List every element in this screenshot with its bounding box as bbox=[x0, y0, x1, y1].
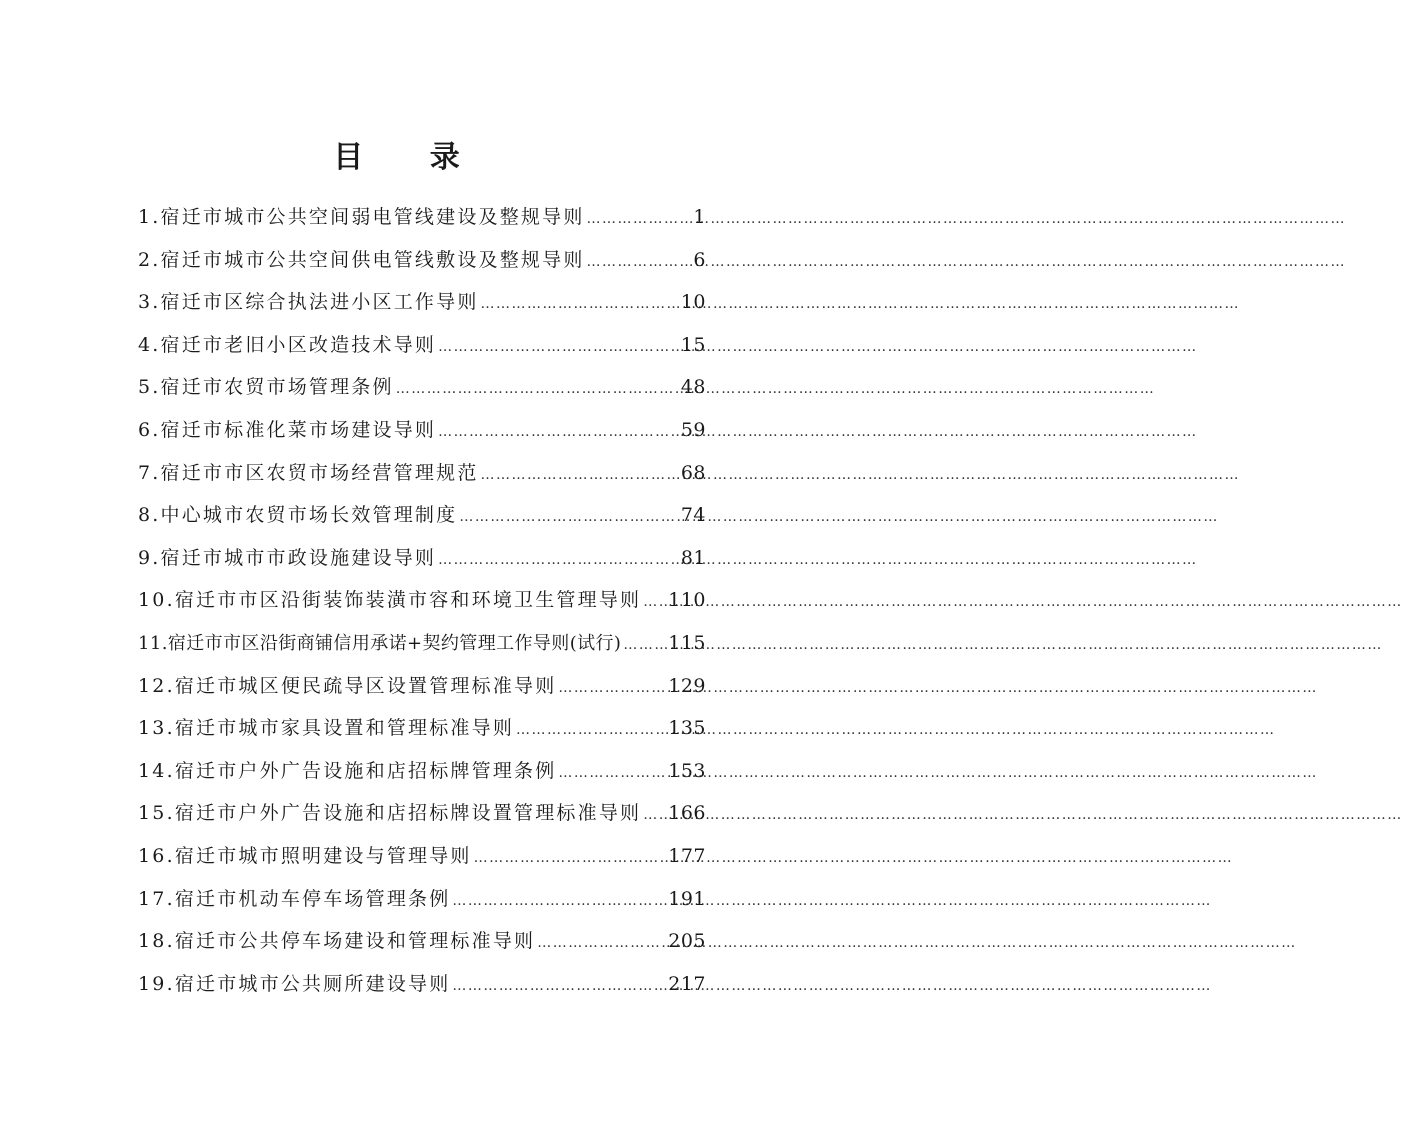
toc-entry-title: 7.宿迁市市区农贸市场经营管理规范 bbox=[138, 461, 479, 484]
toc-entry[interactable] bbox=[138, 239, 706, 282]
toc-entry-page: 68 bbox=[680, 461, 706, 484]
toc-entry-title: 9.宿迁市城市市政设施建设导则 bbox=[138, 546, 437, 569]
toc-entry-title: 12.宿迁市城区便民疏导区设置管理标准导则 bbox=[138, 674, 557, 697]
toc-title: 目 录 bbox=[333, 140, 488, 175]
toc-entry-title: 4.宿迁市老旧小区改造技术导则 bbox=[138, 333, 437, 356]
dot-leader bbox=[438, 539, 679, 582]
toc-entry[interactable] bbox=[138, 707, 706, 750]
toc-entry-title: 19.宿迁市城市公共厕所建设导则 bbox=[138, 972, 451, 995]
toc-entry[interactable] bbox=[138, 366, 706, 409]
toc-entry[interactable] bbox=[138, 579, 706, 622]
toc-entry[interactable] bbox=[138, 281, 706, 324]
toc-entry[interactable] bbox=[138, 409, 706, 452]
toc-entry-page: 129 bbox=[668, 674, 706, 697]
dot-leader bbox=[438, 411, 679, 454]
toc-entry-title: 14.宿迁市户外广告设施和店招标牌管理条例 bbox=[138, 759, 557, 782]
toc-entry[interactable] bbox=[138, 750, 706, 793]
toc-entry-page: 135 bbox=[668, 717, 706, 740]
toc-entry-page: 115 bbox=[668, 631, 706, 654]
dot-leader bbox=[516, 709, 666, 752]
dot-leader bbox=[459, 496, 678, 539]
toc-entry[interactable] bbox=[138, 835, 706, 878]
toc-entry-title: 13.宿迁市城市家具设置和管理标准导则 bbox=[138, 717, 515, 740]
dot-leader bbox=[452, 965, 666, 1008]
toc-entry-page: 205 bbox=[668, 930, 706, 953]
dot-leader bbox=[587, 198, 692, 241]
toc-entry[interactable] bbox=[138, 324, 706, 367]
toc-entry[interactable] bbox=[138, 537, 706, 580]
dot-leader bbox=[474, 837, 667, 880]
toc-entry-title: 5.宿迁市农贸市场管理条例 bbox=[138, 376, 394, 399]
dot-leader bbox=[623, 624, 666, 667]
toc-entry-title: 15.宿迁市户外广告设施和店招标牌设置管理标准导则 bbox=[138, 802, 642, 825]
toc-entry-title: 3.宿迁市区综合执法进小区工作导则 bbox=[138, 291, 479, 314]
dot-leader bbox=[438, 326, 679, 369]
toc-entry-page: 6 bbox=[693, 248, 706, 271]
toc-entry-page: 191 bbox=[668, 887, 706, 910]
toc-entry-page: 1 bbox=[693, 206, 706, 228]
toc-entry-title: 10.宿迁市市区沿街装饰装潢市容和环境卫生管理导则 bbox=[138, 589, 642, 612]
dot-leader bbox=[558, 752, 666, 795]
dot-leader bbox=[537, 922, 666, 965]
toc-entry-title: 18.宿迁市公共停车场建设和管理标准导则 bbox=[138, 930, 536, 953]
toc-entry-page: 15 bbox=[680, 333, 706, 356]
toc-entry[interactable] bbox=[138, 920, 706, 963]
toc-entry-title: 8.中心城市农贸市场长效管理制度 bbox=[138, 504, 458, 527]
toc-entry-title: 2.宿迁市城市公共空间供电管线敷设及整规导则 bbox=[138, 248, 585, 271]
toc-entry[interactable] bbox=[138, 494, 706, 537]
toc-entry-title: 1.宿迁市城市公共空间弱电管线建设及整规导则 bbox=[138, 206, 585, 228]
toc-entry-title: 16.宿迁市城市照明建设与管理导则 bbox=[138, 844, 472, 867]
dot-leader bbox=[643, 794, 666, 837]
toc-entry[interactable] bbox=[138, 963, 706, 1006]
toc-entry-page: 10 bbox=[680, 291, 706, 314]
toc-entry-page: 81 bbox=[680, 546, 706, 569]
dot-leader bbox=[481, 454, 679, 497]
toc-entry-title: 11.宿迁市市区沿街商铺信用承诺+契约管理工作导则(试行) bbox=[138, 632, 622, 654]
toc-entry-page: 153 bbox=[668, 759, 706, 782]
dot-leader bbox=[643, 581, 666, 624]
toc-entry-page: 74 bbox=[680, 504, 706, 527]
toc-entry[interactable] bbox=[138, 792, 706, 835]
toc-entry-page: 166 bbox=[668, 802, 706, 825]
toc-entry-page: 217 bbox=[668, 972, 706, 995]
toc-entry[interactable] bbox=[138, 196, 706, 239]
dot-leader bbox=[452, 880, 666, 923]
dot-leader bbox=[396, 368, 679, 411]
toc-entry[interactable] bbox=[138, 878, 706, 921]
toc-entry[interactable] bbox=[138, 452, 706, 495]
toc-entry-page: 110 bbox=[668, 589, 706, 612]
toc-list bbox=[138, 196, 706, 1005]
toc-entry-title: 17.宿迁市机动车停车场管理条例 bbox=[138, 887, 451, 910]
dot-leader bbox=[587, 241, 692, 284]
toc-entry[interactable] bbox=[138, 622, 706, 665]
dot-leader bbox=[481, 283, 679, 326]
toc-entry-title: 6.宿迁市标准化菜市场建设导则 bbox=[138, 418, 437, 441]
toc-entry-page: 177 bbox=[668, 844, 706, 867]
dot-leader bbox=[558, 667, 666, 710]
toc-entry-page: 48 bbox=[680, 376, 706, 399]
toc-entry[interactable] bbox=[138, 665, 706, 708]
toc-entry-page: 59 bbox=[680, 418, 706, 441]
